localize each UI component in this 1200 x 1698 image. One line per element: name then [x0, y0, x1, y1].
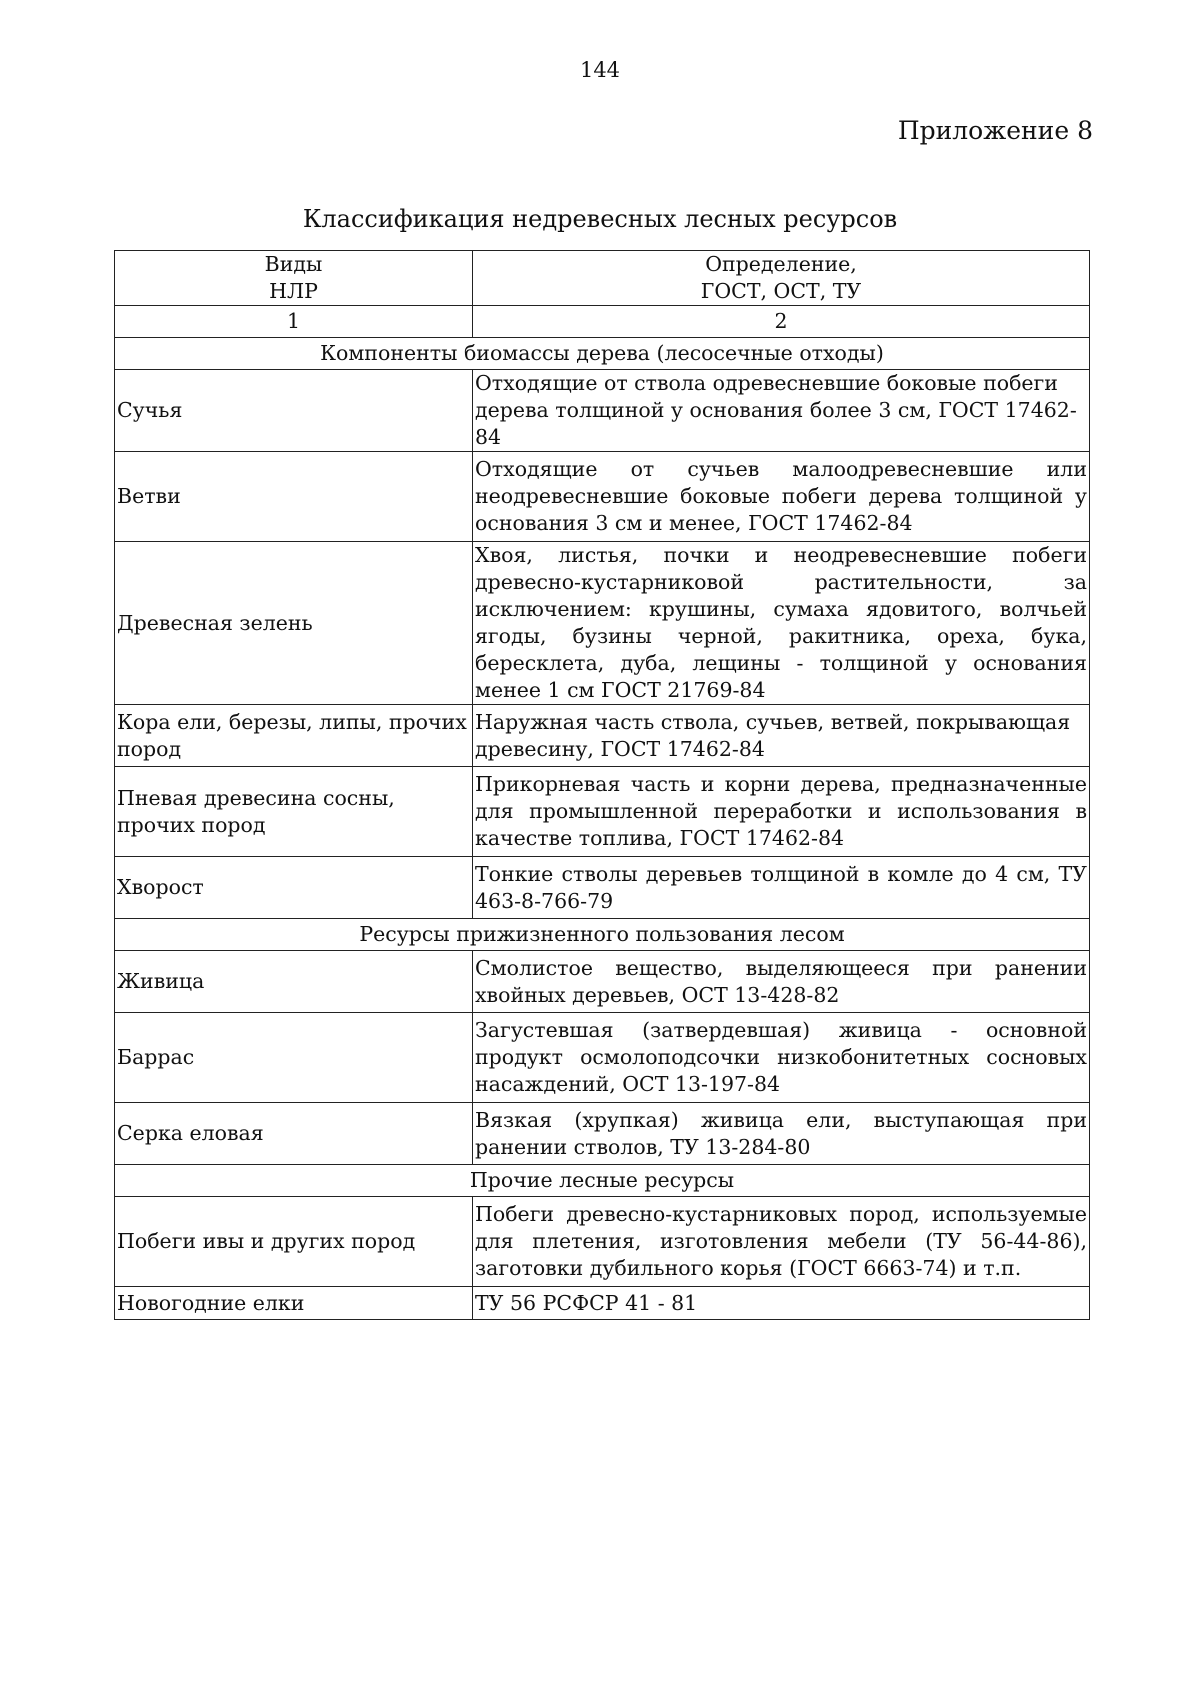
term-cell: Ветви	[115, 452, 473, 542]
section-title: Ресурсы прижизненного пользования лесом	[115, 919, 1090, 951]
page-number: 144	[579, 58, 621, 82]
definition-cell: Смолистое вещество, выделяющееся при ранении хвойных деревьев, ОСТ 13-428-82	[473, 951, 1090, 1013]
section-title: Компоненты биомассы дерева (лесосечные отходы)	[115, 338, 1090, 370]
term-cell: Сучья	[115, 370, 473, 452]
classification-table	[114, 250, 1090, 1320]
term-cell: Новогодние елки	[115, 1287, 473, 1320]
definition-cell: Вязкая (хрупкая) живица ели, выступающая при ранении стволов, ТУ 13-284-80	[473, 1103, 1090, 1165]
section-row	[115, 919, 1090, 951]
definition-cell: Отходящие от сучьев малоодревесневшие или неодревесневшие боковые побеги дерева толщиной у основания 3 см и менее, ГОСТ 17462-84	[473, 452, 1090, 542]
header-definition: Определение, ГОСТ, ОСТ, ТУ	[473, 251, 1090, 306]
definition-cell: Загустевшая (затвердевшая) живица - основной продукт осмолоподсочки низкобонитетных сосновых насаждений, ОСТ 13-197-84	[473, 1013, 1090, 1103]
table-row	[115, 767, 1090, 857]
table-row	[115, 452, 1090, 542]
term-cell: Кора ели, березы, липы, прочих пород	[115, 705, 473, 767]
term-cell: Побеги ивы и других пород	[115, 1197, 473, 1287]
header-types: Виды НЛР	[115, 251, 473, 306]
definition-cell: Наружная часть ствола, сучьев, ветвей, покрывающая древесину, ГОСТ 17462-84	[473, 705, 1090, 767]
section-title: Прочие лесные ресурсы	[115, 1165, 1090, 1197]
definition-cell: Побеги древесно-кустарниковых пород, используемые для плетения, изготовления мебели (ТУ 56-44-86), заготовки дубильного корья (ГОСТ 6663-74) и т.п.	[473, 1197, 1090, 1287]
section-row	[115, 1165, 1090, 1197]
table-row	[115, 370, 1090, 452]
table-row	[115, 1287, 1090, 1320]
column-number: 2	[473, 306, 1090, 338]
section-row	[115, 338, 1090, 370]
definition-cell: ТУ 56 РСФСР 41 - 81	[473, 1287, 1090, 1320]
term-cell: Баррас	[115, 1013, 473, 1103]
column-number: 1	[115, 306, 473, 338]
table-row	[115, 857, 1090, 919]
table-row	[115, 1103, 1090, 1165]
term-cell: Живица	[115, 951, 473, 1013]
definition-cell: Отходящие от ствола одревесневшие боковые побеги дерева толщиной у основания более 3 см, ГОСТ 17462-84	[473, 370, 1090, 452]
table-row	[115, 1013, 1090, 1103]
table-row	[115, 542, 1090, 705]
table-header-row	[115, 251, 1090, 306]
definition-cell: Прикорневая часть и корни дерева, предназначенные для промышленной переработки и использования в качестве топлива, ГОСТ 17462-84	[473, 767, 1090, 857]
column-numbering-row	[115, 306, 1090, 338]
table-row	[115, 951, 1090, 1013]
definition-cell: Хвоя, листья, почки и неодревесневшие побеги древесно-кустарниковой растительности, за исключением: крушины, сумаха ядовитого, волчьей ягоды, бузины черной, ракитника, ореха, бука, бересклета, дуба, лещины - толщиной у основания менее 1 см ГОСТ 21769-84	[473, 542, 1090, 705]
table-row	[115, 705, 1090, 767]
document-title: Классификация недревесных лесных ресурсов	[302, 205, 898, 233]
table-row	[115, 1197, 1090, 1287]
term-cell: Хворост	[115, 857, 473, 919]
appendix-label: Приложение 8	[897, 116, 1093, 145]
term-cell: Древесная зелень	[115, 542, 473, 705]
definition-cell: Тонкие стволы деревьев толщиной в комле до 4 см, ТУ 463-8-766-79	[473, 857, 1090, 919]
term-cell: Пневая древесина сосны, прочих пород	[115, 767, 473, 857]
term-cell: Серка еловая	[115, 1103, 473, 1165]
